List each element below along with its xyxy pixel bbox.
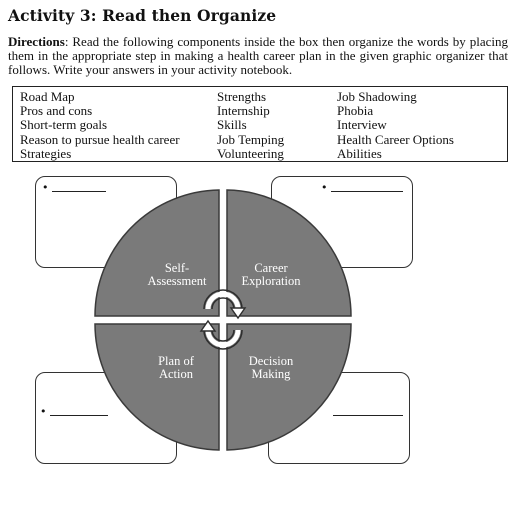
word-item: Job Shadowing [337,89,417,104]
label-plan-of-action [146,355,206,381]
word-item: Road Map [20,89,75,104]
cycle-arrows-icon [208,294,238,345]
label-line: Plan of [158,354,194,368]
word-item: Job Temping [217,131,285,147]
word-item: Interview [337,117,387,133]
word-item: Reason to pursue health career [20,131,180,147]
word-item: Abilities [337,145,382,161]
word-item: Short-term goals [20,117,108,133]
label-line: Decision [248,354,294,368]
bullet: • [40,405,47,418]
bullet: • [42,181,49,194]
word-item: Strengths [217,89,267,104]
quadrant-career-exploration [227,190,351,316]
label-career-exploration [233,262,309,288]
word-item: Internship [217,103,270,119]
word-item: Volunteering [217,145,284,161]
label-self-assessment [140,262,214,288]
label-line: Career [254,261,288,275]
word-item: Skills [217,117,247,133]
quadrant-plan-of-action [95,324,219,450]
label-decision-making [238,355,304,381]
word-item: Phobia [337,103,374,119]
word-item: Health Career Options [337,131,454,147]
activity-title: Activity 3: Read then Organize [8,6,277,25]
word-item: Strategies [20,145,72,161]
label-line: Action [158,367,194,381]
label-line: Making [251,367,291,381]
directions-body: : Read the following components inside the box then organize the words by placing them in the appropriate step in making a health career plan in the given graphic organizer that follows. Write your answers in your activity notebook. [8,34,508,77]
label-line: Assessment [147,274,207,288]
quadrant-self-assessment [95,190,219,316]
label-line: Self- [164,261,190,275]
bullet: • [321,181,328,194]
word-item: Pros and cons [20,103,93,119]
label-line: Exploration [241,274,301,288]
quadrant-decision-making [227,324,351,450]
directions-label: Directions [8,34,65,49]
